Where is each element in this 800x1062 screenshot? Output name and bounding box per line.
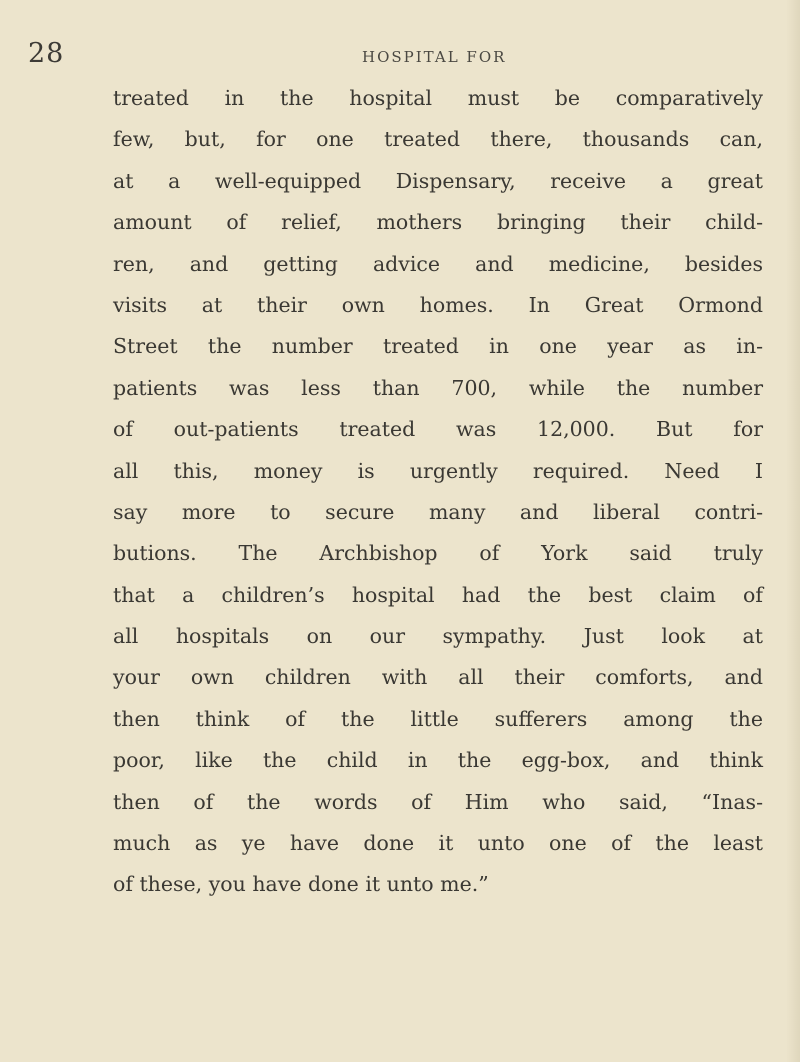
text-line: butions. The Archbishop of York said truly <box>113 541 763 566</box>
running-head: HOSPITAL FOR <box>362 48 507 66</box>
text-line: then of the words of Him who said, “Inas- <box>113 789 763 814</box>
text-line: your own children with all their comforts, and <box>113 665 763 690</box>
text-line: few, but, for one treated there, thousands can, <box>113 127 763 152</box>
text-line: treated in the hospital must be comparatively <box>113 86 763 110</box>
text-line: Street the number treated in one year as in- <box>113 334 763 359</box>
text-line: of these, you have done it unto me.” <box>113 872 489 897</box>
page-number: 28 <box>28 38 65 69</box>
text-line: poor, like the child in the egg-box, and think <box>113 748 763 773</box>
text-line: say more to secure many and liberal contri- <box>113 499 763 524</box>
body-paragraph <box>113 78 763 906</box>
text-line: patients was less than 700, while the number <box>113 375 763 400</box>
text-line: ren, and getting advice and medicine, besides <box>113 251 763 276</box>
text-line: visits at their own homes. In Great Ormond <box>113 292 763 317</box>
page-edge-shadow <box>786 0 800 1062</box>
text-line: then think of the little sufferers among the <box>113 706 763 731</box>
text-line: all hospitals on our sympathy. Just look at <box>113 624 763 649</box>
text-line: that a children’s hospital had the best claim of <box>113 582 763 607</box>
text-line: much as ye have done it unto one of the least <box>113 831 763 856</box>
text-line: at a well-equipped Dispensary, receive a great <box>113 168 763 193</box>
text-line: amount of relief, mothers bringing their child- <box>113 210 763 235</box>
text-line: of out-patients treated was 12,000. But for <box>113 417 763 442</box>
text-line: all this, money is urgently required. Need I <box>113 458 763 483</box>
